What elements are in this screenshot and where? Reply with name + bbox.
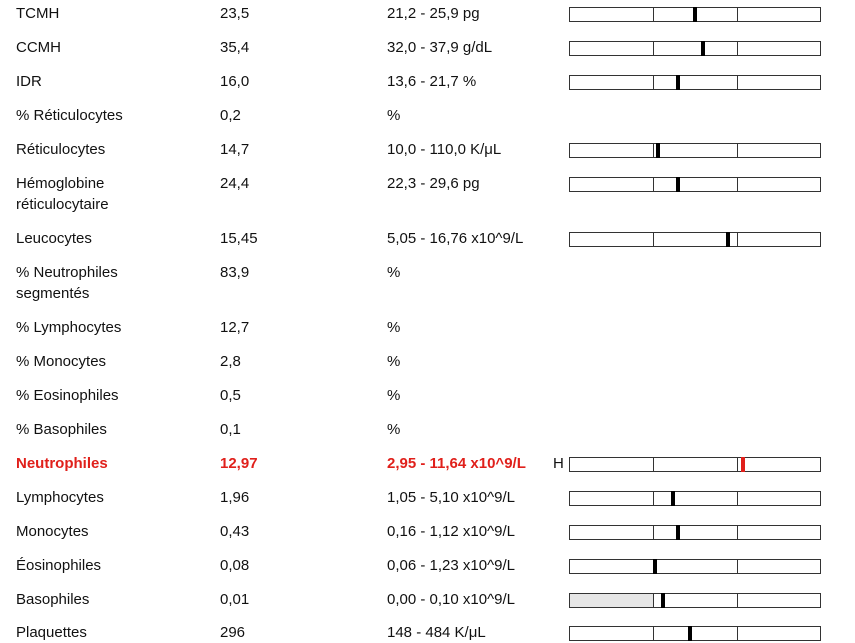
- test-value: 83,9: [220, 264, 250, 281]
- reference-range: 32,0 - 37,9 g/dL: [387, 39, 493, 56]
- range-bar-marker: [688, 626, 692, 641]
- test-value: 0,1: [220, 421, 241, 438]
- range-bar: [569, 143, 821, 158]
- test-name: % Neutrophiles segmentés: [16, 264, 118, 302]
- range-bar-divider: [737, 178, 738, 191]
- test-value: 12,7: [220, 319, 250, 336]
- result-row-plaquettes: [0, 622, 855, 641]
- test-name: CCMH: [16, 39, 61, 56]
- range-bar-divider: [737, 560, 738, 573]
- test-value: 296: [220, 624, 246, 641]
- test-name: % Monocytes: [16, 353, 107, 370]
- test-value: 0,5: [220, 387, 241, 404]
- test-value: 15,45: [220, 230, 258, 247]
- result-row-leucocytes: [0, 228, 855, 258]
- range-bar-divider: [737, 492, 738, 505]
- test-value: 0,2: [220, 107, 241, 124]
- reference-range: 0,16 - 1,12 x10^9/L: [387, 523, 515, 540]
- range-bar-marker: [693, 7, 697, 22]
- reference-range: 5,05 - 16,76 x10^9/L: [387, 230, 524, 247]
- reference-range: 148 - 484 K/μL: [387, 624, 486, 641]
- range-bar-divider: [737, 144, 738, 157]
- range-bar-divider: [653, 8, 654, 21]
- test-value: 0,01: [220, 591, 250, 608]
- range-bar: [569, 525, 821, 540]
- reference-range: 21,2 - 25,9 pg: [387, 5, 480, 22]
- test-value: 2,8: [220, 353, 241, 370]
- range-bar-low-shade: [570, 594, 653, 607]
- test-value: 35,4: [220, 39, 250, 56]
- test-name: Lymphocytes: [16, 489, 104, 506]
- range-bar: [569, 177, 821, 192]
- reference-range: 1,05 - 5,10 x10^9/L: [387, 489, 515, 506]
- result-row-pct-eosinophiles: [0, 385, 855, 415]
- range-bar-marker: [701, 41, 705, 56]
- reference-range: 22,3 - 29,6 pg: [387, 175, 480, 192]
- range-bar-divider: [653, 42, 654, 55]
- test-name: % Lymphocytes: [16, 319, 122, 336]
- range-bar-divider: [653, 233, 654, 246]
- reference-range: %: [387, 353, 401, 370]
- test-value: 0,43: [220, 523, 250, 540]
- reference-range: 0,00 - 0,10 x10^9/L: [387, 591, 515, 608]
- range-bar-divider: [737, 627, 738, 640]
- range-bar-divider: [737, 526, 738, 539]
- result-row-neutrophiles: [0, 453, 855, 483]
- result-row-eosinophiles: [0, 555, 855, 585]
- reference-range: 13,6 - 21,7 %: [387, 73, 477, 90]
- range-bar-divider: [737, 8, 738, 21]
- reference-range: 2,95 - 11,64 x10^9/L: [387, 455, 526, 472]
- test-value: 12,97: [220, 455, 258, 472]
- range-bar-marker: [661, 593, 665, 608]
- result-row-monocytes: [0, 521, 855, 551]
- test-name: Monocytes: [16, 523, 89, 540]
- test-name: Neutrophiles: [16, 455, 108, 472]
- result-row-pct-monocytes: [0, 351, 855, 381]
- result-row-pct-neutrophiles-segmentes: [0, 262, 855, 306]
- test-name: TCMH: [16, 5, 60, 22]
- test-value: 1,96: [220, 489, 250, 506]
- reference-range: %: [387, 387, 401, 404]
- range-bar: [569, 41, 821, 56]
- range-bar: [569, 232, 821, 247]
- range-bar-divider: [653, 144, 654, 157]
- range-bar: [569, 593, 821, 608]
- test-value: 23,5: [220, 5, 250, 22]
- high-flag: H: [553, 455, 564, 472]
- range-bar: [569, 7, 821, 22]
- test-value: 16,0: [220, 73, 250, 90]
- range-bar-marker: [726, 232, 730, 247]
- reference-range: 0,06 - 1,23 x10^9/L: [387, 557, 515, 574]
- result-row-basophiles: [0, 589, 855, 619]
- test-name: Leucocytes: [16, 230, 92, 247]
- range-bar: [569, 559, 821, 574]
- test-name: Éosinophiles: [16, 557, 102, 574]
- test-name: % Eosinophiles: [16, 387, 119, 404]
- range-bar-marker: [676, 75, 680, 90]
- result-row-reticulocytes: [0, 139, 855, 169]
- result-row-idr: [0, 71, 855, 101]
- result-row-lymphocytes: [0, 487, 855, 517]
- range-bar-divider: [653, 178, 654, 191]
- range-bar-divider: [653, 458, 654, 471]
- range-bar-divider: [737, 76, 738, 89]
- range-bar-marker: [676, 525, 680, 540]
- test-name: Basophiles: [16, 591, 90, 608]
- test-value: 14,7: [220, 141, 250, 158]
- test-name: IDR: [16, 73, 42, 90]
- reference-range: %: [387, 421, 401, 438]
- range-bar-divider: [737, 458, 738, 471]
- result-row-pct-reticulocytes: [0, 105, 855, 135]
- range-bar-divider: [737, 42, 738, 55]
- test-name: Hémoglobine réticulocytaire: [16, 175, 109, 213]
- test-name: Plaquettes: [16, 624, 87, 641]
- range-bar-marker: [671, 491, 675, 506]
- result-row-pct-lymphocytes: [0, 317, 855, 347]
- result-row-ccmh: [0, 37, 855, 67]
- range-bar: [569, 457, 821, 472]
- test-name: % Basophiles: [16, 421, 107, 438]
- range-bar-divider: [653, 492, 654, 505]
- range-bar-marker: [656, 143, 660, 158]
- range-bar-divider: [653, 526, 654, 539]
- test-value: 24,4: [220, 175, 250, 192]
- range-bar-marker: [741, 457, 745, 472]
- range-bar: [569, 491, 821, 506]
- range-bar-divider: [653, 594, 654, 607]
- reference-range: %: [387, 264, 401, 281]
- reference-range: %: [387, 319, 401, 336]
- range-bar: [569, 626, 821, 641]
- range-bar-divider: [653, 76, 654, 89]
- range-bar-marker: [653, 559, 657, 574]
- result-row-tcmh: [0, 3, 855, 33]
- reference-range: %: [387, 107, 401, 124]
- test-value: 0,08: [220, 557, 250, 574]
- test-name: % Réticulocytes: [16, 107, 123, 124]
- range-bar-divider: [737, 233, 738, 246]
- range-bar-divider: [737, 594, 738, 607]
- range-bar-divider: [653, 627, 654, 640]
- range-bar-marker: [676, 177, 680, 192]
- result-row-hemoglobine-reticulocytaire: [0, 173, 855, 217]
- reference-range: 10,0 - 110,0 K/μL: [387, 141, 502, 158]
- range-bar: [569, 75, 821, 90]
- result-row-pct-basophiles: [0, 419, 855, 449]
- test-name: Réticulocytes: [16, 141, 106, 158]
